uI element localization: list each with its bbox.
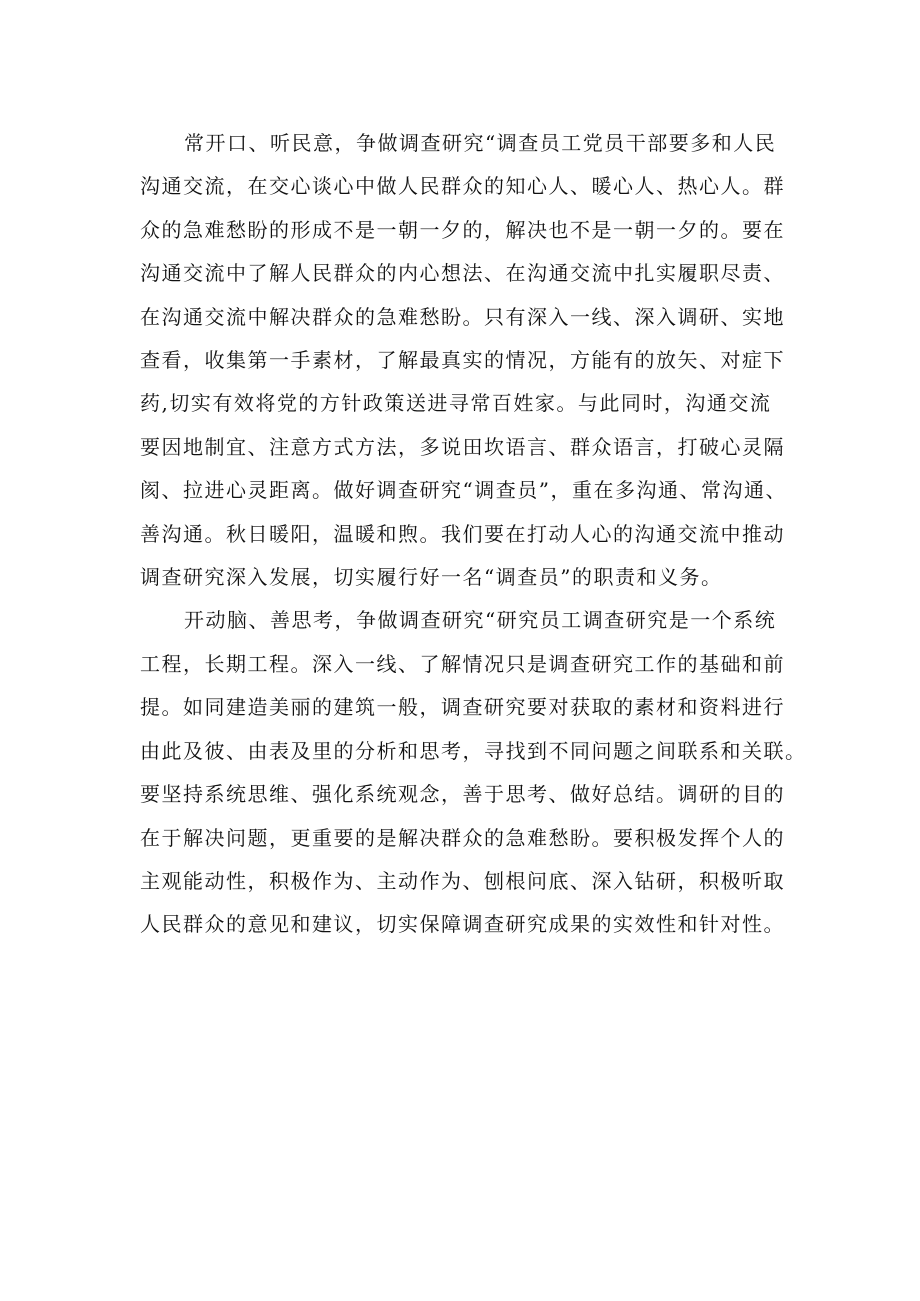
paragraph-line: 沟通交流，在交心谈心中做人民群众的知心人、暖心人、热心人。群 [140,174,785,199]
paragraph-line: 在于解决问题，更重要的是解决群众的急难愁盼。要积极发挥个人的 [140,825,785,850]
paragraph-line: 调查研究深入发展，切实履行好一名“调查员”的职责和义务。 [140,565,723,590]
paragraph-line: 人民群众的意见和建议，切实保障调查研究成果的实效性和针对性。 [140,912,785,937]
paragraph-line: 沟通交流中了解人民群众的内心想法、在沟通交流中扎实履职尽责、 [140,261,785,286]
paragraph-1 [140,122,800,599]
paragraph-line: 开动脑、善思考，争做调查研究“研究员工调查研究是一个系统 [184,608,777,633]
paragraph-line: 药,切实有效将党的方针政策送进寻常百姓家。与此同时，沟通交流 [140,391,772,416]
paragraph-line: 要坚持系统思维、强化系统观念，善于思考、做好总结。调研的目的 [140,782,785,807]
paragraph-line: 众的急难愁盼的形成不是一朝一夕的，解决也不是一朝一夕的。要在 [140,217,785,242]
paragraph-line: 要因地制宜、注意方式方法，多说田坎语言、群众语言，打破心灵隔 [140,434,785,459]
paragraph-line: 主观能动性，积极作为、主动作为、刨根问底、深入钻研，积极听取 [140,868,785,893]
paragraph-line: 工程，长期工程。深入一线、了解情况只是调查研究工作的基础和前 [140,651,785,676]
paragraph-line: 阂、拉进心灵距离。做好调查研究“调查员”，重在多沟通、常沟通、 [140,478,787,503]
paragraph-line: 提。如同建造美丽的建筑一般，调查研究要对获取的素材和资料进行 [140,695,785,720]
paragraph-line: 在沟通交流中解决群众的急难愁盼。只有深入一线、深入调研、实地 [140,304,785,329]
document-body [140,122,807,947]
paragraph-2 [140,599,807,946]
paragraph-line: 常开口、听民意，争做调查研究“调查员工党员干部要多和人民 [184,131,777,155]
paragraph-line: 善沟通。秋日暖阳，温暖和煦。我们要在打动人心的沟通交流中推动 [140,521,785,546]
paragraph-line: 查看，收集第一手素材，了解最真实的情况，方能有的放矢、对症下 [140,348,785,373]
paragraph-line: 由此及彼、由表及里的分析和思考，寻找到不同问题之间联系和关联。 [140,738,807,763]
